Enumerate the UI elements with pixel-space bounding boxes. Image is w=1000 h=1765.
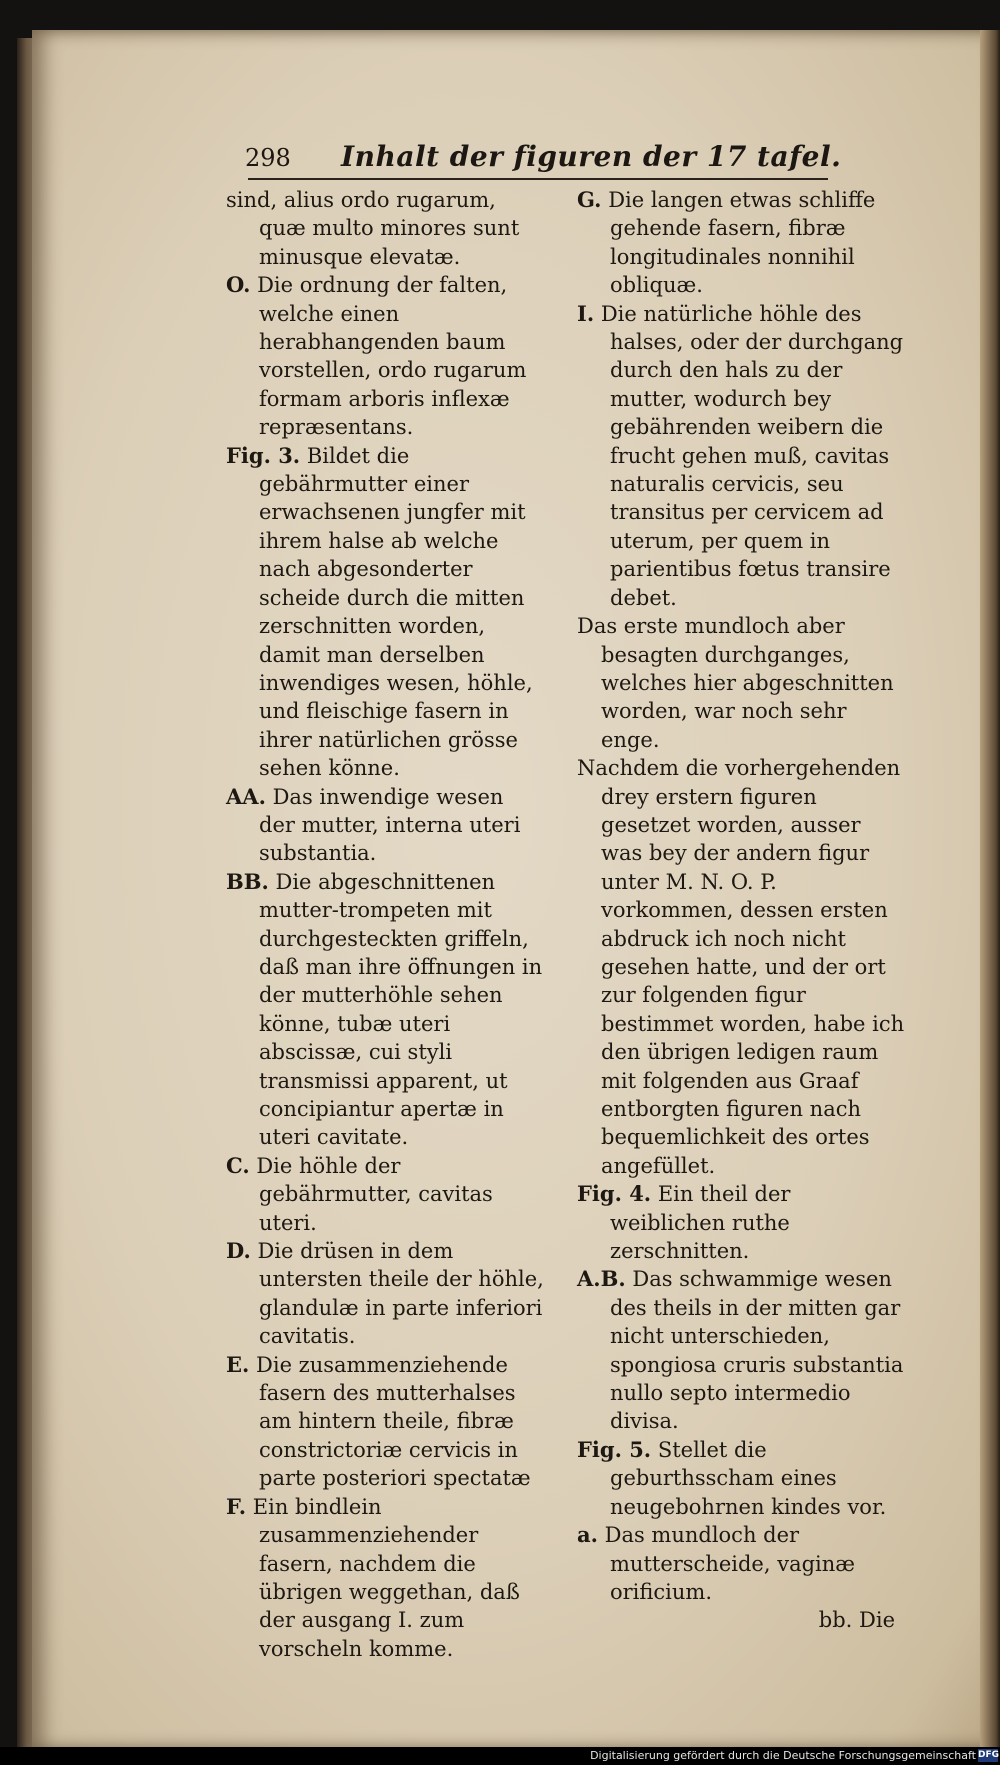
entry-text: Stellet die geburthsscham eines neugebohrnen kindes vor. [610, 1437, 887, 1519]
entry-text: Das mundloch der mutterscheide, vaginæ orificium. [604, 1523, 856, 1604]
entry-key: E. [226, 1351, 250, 1377]
entry-key: a. [577, 1522, 598, 1548]
entry-text: Die abgeschnittenen mutter-trompeten mit durchgesteckten griffeln, daß man ihre öffnungen in der mutterhöhle sehen könne, tubæ uteri abscissæ, cui styli transmissi apparent, ut concipiantur apertæ in uteri cavitate. [259, 869, 543, 1150]
entry-text: Die höhle der gebährmutter, cavitas uteri. [256, 1153, 493, 1235]
legend-entry [226, 783, 544, 868]
footer-bar [0, 1747, 1000, 1765]
right-column [577, 186, 907, 1635]
entry-key: C. [226, 1152, 250, 1178]
header-rule [248, 178, 828, 180]
body-paragraph [577, 612, 907, 754]
page-edge-right [980, 30, 1000, 1750]
legend-entry [226, 186, 544, 271]
entry-key: I. [577, 300, 595, 326]
paragraph-text: Das erste mundloch aber besagten durchganges, welches hier abgeschnitten worden, war noch sehr enge. [577, 614, 894, 752]
entry-text: Das schwammige wesen des theils in der mitten gar nicht unterschieden, spongiosa cruris substantia nullo septo intermedio divisa. [610, 1267, 904, 1434]
entry-text: Das inwendige wesen der mutter, interna uteri substantia. [259, 784, 521, 866]
legend-entry [577, 186, 907, 300]
entry-text: Die zusammenziehende fasern des mutterhalses am hintern theile, fibræ constrictoriæ cervicis in parte posteriori spectatæ [256, 1352, 531, 1491]
entry-key: A.B. [577, 1266, 626, 1292]
entry-text: Die drüsen in dem untersten theile der höhle, glandulæ in parte inferiori cavitatis. [257, 1239, 544, 1349]
entry-text: Die ordnung der falten, welche einen herabhangenden baum vorstellen, ordo rugarum formam arboris inflexæ repræsentans. [257, 273, 527, 440]
left-column [226, 186, 544, 1663]
page-number: 298 [245, 144, 291, 172]
page-header [245, 140, 845, 180]
paragraph-text: Nachdem die vorhergehenden drey erstern figuren gesetzet worden, ausser was bey der andern figur unter M. N. O. P. vorkommen, dessen ersten abdruck ich noch nicht gesehen hatte, und der ort zur folgenden figur bestimmet worden, habe ich den übrigen ledigen raum mit folgenden aus Graaf entborgten figuren nach bequemlichkeit des ortes angefüllet. [577, 756, 905, 1178]
entry-key: D. [226, 1238, 251, 1264]
entry-key: Fig. 4. [577, 1181, 652, 1207]
body-paragraph [577, 754, 907, 1180]
legend-entry [577, 1265, 907, 1435]
entry-key: G. [577, 187, 602, 212]
catchword: bb. Die [818, 1608, 895, 1633]
entry-key: Fig. 3. [226, 442, 301, 468]
legend-entry [226, 271, 544, 441]
entry-text: Die natürliche höhle des halses, oder der durchgang durch den hals zu der mutter, wodurch bey gebährenden weibern die frucht gehen muß, cavitas naturalis cervicis, seu transitus per cervicem ad uterum, per quem in parientibus fœtus transire debet. [600, 301, 904, 610]
legend-entry [577, 1180, 907, 1265]
legend-entry [577, 300, 907, 612]
legend-entry [226, 442, 544, 783]
footer-credit: Digitalisierung gefördert durch die Deutsche Forschungsgemeinschaft [590, 1749, 976, 1762]
entry-text: Ein theil der weiblichen ruthe zerschnitten. [610, 1182, 791, 1264]
legend-entry [577, 1436, 907, 1521]
entry-key: AA. [226, 783, 266, 809]
entry-text: Bildet die gebährmutter einer erwachsenen jungfer mit ihrem halse ab welche nach abgesonderter scheide durch die mitten zerschnitten worden, damit man derselben inwendiges wesen, höhle, und fleischige fasern in ihrer natürlichen grösse sehen könne. [259, 443, 533, 781]
entry-text: Die langen etwas schliffe gehende fasern, fibræ longitudinales nonnihil obliquæ. [608, 188, 876, 298]
entry-key: F. [226, 1493, 247, 1519]
entry-text: Ein bindlein zusammenziehender fasern, nachdem die übrigen weggethan, daß der ausgang I. zum vorscheln komme. [252, 1494, 520, 1661]
legend-entry [226, 868, 544, 1152]
legend-entry [226, 1152, 544, 1237]
entry-key: O. [226, 272, 251, 298]
entry-text: sind, alius ordo rugarum, quæ multo minores sunt minusque elevatæ. [226, 188, 520, 269]
entry-key: BB. [226, 868, 269, 894]
legend-entry [226, 1493, 544, 1663]
legend-entry [577, 1521, 907, 1606]
legend-entry [226, 1351, 544, 1493]
running-title: Inhalt der figuren der 17 tafel. [341, 140, 842, 173]
entry-key: Fig. 5. [577, 1436, 652, 1462]
dfg-logo: DFG [978, 1750, 1000, 1760]
legend-entry [226, 1237, 544, 1351]
